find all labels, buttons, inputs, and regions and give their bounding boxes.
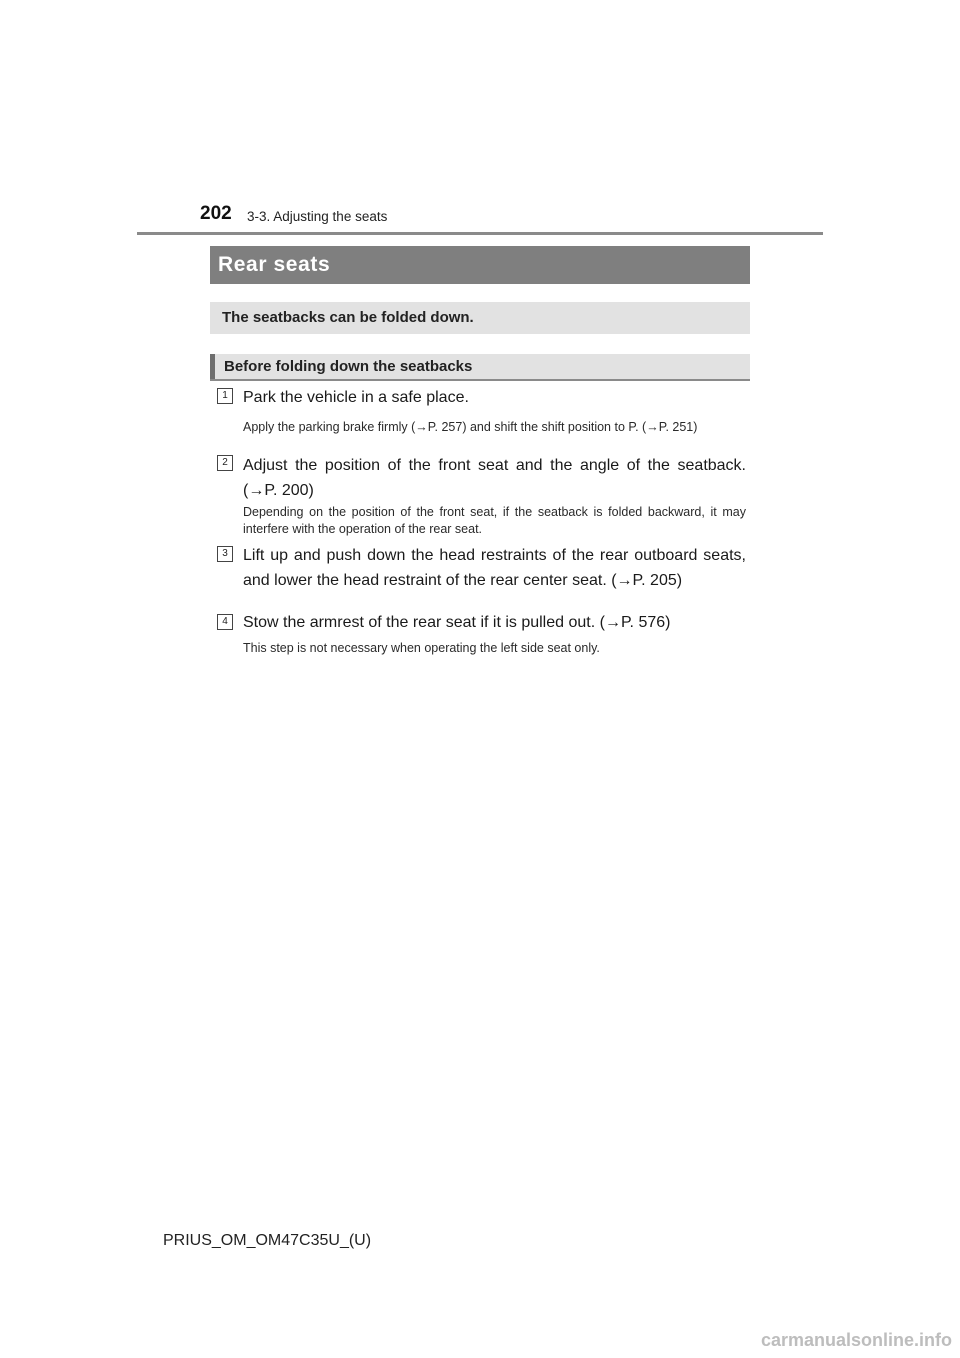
section-title: 3-3. Adjusting the seats	[247, 209, 388, 224]
step-4-note: This step is not necessary when operating the left side seat only.	[243, 641, 600, 655]
step-2-note: Depending on the position of the front seat, if the seatback is folded backward, it may interfere with the operation of the rear seat.	[243, 505, 746, 536]
summary-text: The seatbacks can be folded down.	[222, 309, 474, 326]
step-number-4: 4	[217, 614, 233, 630]
subheading-bar	[210, 354, 750, 381]
step-4-text: Stow the armrest of the rear seat if it is pulled out. (→P. 576)	[243, 614, 671, 631]
step-number-1: 1	[217, 388, 233, 404]
page-title: Rear seats	[218, 253, 331, 276]
document-id: PRIUS_OM_OM47C35U_(U)	[163, 1232, 372, 1249]
step-1-note: Apply the parking brake firmly (→P. 257) and shift the shift position to P. (→P. 251)	[243, 420, 698, 434]
header-divider	[137, 232, 823, 235]
step-3-text: Lift up and push down the head restraints of the rear outboard seats, and lower the head restraint of the rear center seat. (→P. 205)	[243, 547, 746, 589]
step-1-text: Park the vehicle in a safe place.	[243, 389, 469, 406]
step-number-2: 2	[217, 455, 233, 471]
summary-box	[210, 302, 750, 334]
subheading-text: Before folding down the seatbacks	[224, 358, 473, 375]
step-2-text: Adjust the position of the front seat and the angle of the seatback. (→P. 200)	[243, 457, 746, 499]
page-number: 202	[200, 203, 232, 224]
subheading-marker	[210, 354, 215, 379]
step-number-3: 3	[217, 546, 233, 562]
watermark: carmanualsonline.info	[760, 1330, 952, 1350]
title-bar	[210, 246, 750, 284]
